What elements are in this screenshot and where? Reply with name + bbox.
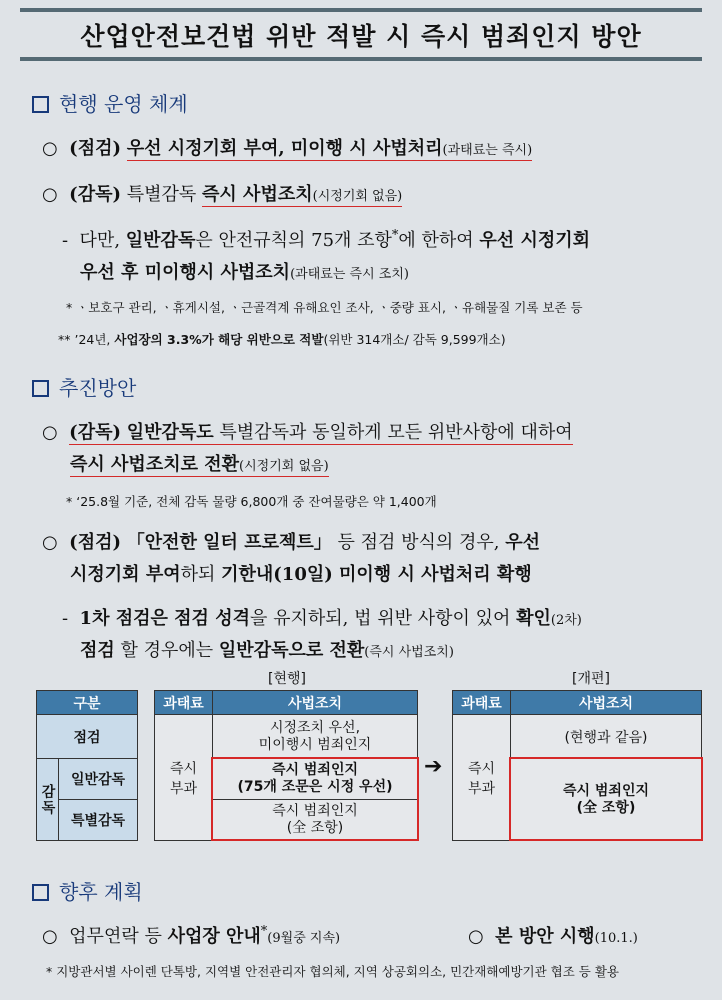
current-sub-line2	[80, 258, 409, 284]
header-judicial: 사법조치	[511, 691, 702, 715]
text: 특별감독과 동일하게 모든 위반사항에 대하여	[219, 422, 573, 443]
plan-sub-line1	[62, 604, 582, 630]
text-small: (10.1.)	[594, 931, 638, 946]
group-supervision: 감독	[37, 759, 59, 841]
cell-supervision-action: 즉시 범죄인지 (全 조항)	[511, 759, 702, 841]
circle-bullet-icon: ○	[42, 422, 58, 443]
text-bold: 1차 점검은 점검 성격	[79, 608, 250, 629]
cell-fine-immediate: 즉시 부과	[453, 715, 511, 841]
text-bold: 일반감독도	[126, 422, 214, 443]
plan-item1-line1	[42, 418, 573, 444]
item-tag: (점검)	[69, 138, 121, 159]
section-title: 향후 계획	[59, 880, 143, 904]
footnote-mark: *	[391, 228, 399, 243]
checkbox-square-icon	[32, 380, 49, 397]
text: 에 한하여	[398, 230, 474, 251]
dash-bullet: -	[62, 230, 69, 251]
circle-bullet-icon: ○	[42, 184, 58, 205]
item-paren: (과태료는 즉시)	[442, 143, 533, 158]
item-plain: 특별감독	[126, 184, 197, 205]
item-main: 즉시 사법조치	[202, 184, 313, 205]
checkbox-square-icon	[32, 884, 49, 901]
cell-fine-immediate: 즉시 부과	[155, 715, 213, 841]
footnote-2	[58, 330, 506, 348]
section-heading-plan	[32, 372, 136, 401]
arrow-right-icon: ➔	[424, 754, 443, 779]
text: 등 점검 방식의 경우,	[337, 532, 500, 553]
header-category: 구분	[37, 691, 138, 715]
item-tag: (점검)	[69, 532, 121, 553]
section-title: 현행 운영 체계	[59, 92, 188, 116]
future-item1	[42, 922, 340, 948]
text-bold: 본 방안 시행	[495, 926, 595, 947]
text-small: (2차)	[550, 613, 582, 628]
current-item-supervision	[42, 180, 402, 206]
plan-item2-line1	[42, 528, 540, 554]
cell-inspection-action: 시정조치 우선, 미이행시 범죄인지	[213, 715, 418, 759]
text-bold: 「안전한 일터 프로젝트」	[126, 532, 332, 553]
item-tag: (감독)	[69, 184, 121, 205]
title-banner	[20, 8, 702, 61]
row-inspection: 점검	[37, 715, 138, 759]
footnote-1: * ㆍ보호구 관리, ㆍ휴게시설, ㆍ근골격계 유해요인 조사, ㆍ중량 표시, ㆍ유해물질 기록 보존 등	[66, 300, 583, 315]
header-fine: 과태료	[155, 691, 213, 715]
circle-bullet-icon: ○	[42, 138, 58, 159]
category-table	[36, 690, 138, 841]
text: 다만,	[79, 230, 121, 251]
checkbox-square-icon	[32, 96, 49, 113]
plan-sub-line2	[80, 636, 454, 662]
text: 업무연락 등	[69, 926, 162, 947]
header-fine: 과태료	[453, 691, 511, 715]
highlight-box-current	[211, 757, 419, 841]
text-small: (과태료는 즉시 조치)	[290, 267, 409, 282]
cell-special-action: 즉시 범죄인지 (全 조항)	[213, 800, 418, 841]
text-bold: 일반감독으로 전환	[218, 640, 365, 661]
item-paren: (시정기회 없음)	[312, 189, 403, 204]
item-main: 우선 시정기회 부여, 미이행 시 사법처리	[126, 138, 443, 159]
footnote-4: * 지방관서별 사이렌 단톡방, 지역별 안전관리자 협의체, 지역 상공회의소, 민간재해예방기관 협조 등 활용	[46, 964, 620, 979]
caption-current: [현행]	[268, 671, 306, 687]
dash-bullet: -	[62, 608, 69, 629]
current-sub-line1	[62, 226, 590, 252]
circle-bullet-icon: ○	[42, 926, 58, 947]
row-special-supervision: 특별감독	[59, 800, 138, 841]
footnote-3: * ‘25.8월 기준, 전체 감독 물량 6,800개 중 잔여물량은 약 1,400개	[66, 494, 437, 509]
header-judicial: 사법조치	[213, 691, 418, 715]
section-heading-current	[32, 88, 188, 117]
text: 을 유지하되, 법 위반 사항이 있어	[249, 608, 511, 629]
text-bold: 우선 후 미이행시 사법조치	[80, 262, 291, 283]
text-bold: 확인	[516, 608, 551, 629]
text: (위반 314개소/ 감독 9,599개소)	[323, 332, 506, 347]
text-small: (즉시 사법조치)	[364, 645, 454, 660]
text-bold: 점검	[80, 640, 115, 661]
caption-revised: [개편]	[572, 671, 610, 687]
text-bold: 즉시 사법조치로 전환	[70, 454, 240, 475]
text-bold: 일반감독	[125, 230, 196, 251]
section-title: 추진방안	[59, 376, 137, 400]
circle-bullet-icon: ○	[42, 532, 58, 553]
text-bold: 우선	[505, 532, 540, 553]
text-bold: 우선 시정기회	[479, 230, 591, 251]
cell-general-action: 즉시 범죄인지 (75개 조문은 시정 우선)	[213, 759, 418, 800]
footnote-mark: *	[260, 924, 268, 939]
text: 하되	[180, 564, 216, 585]
section-heading-future	[32, 876, 143, 905]
current-item-inspection	[42, 134, 532, 160]
text-small: (시정기회 없음)	[239, 459, 329, 474]
text: ** ’24년,	[58, 332, 111, 347]
page-title: 산업안전보건법 위반 적발 시 즉시 범죄인지 방안	[80, 22, 642, 51]
row-general-supervision: 일반감독	[59, 759, 138, 800]
plan-item2-line2	[70, 560, 532, 586]
text: 은 안전규칙의 75개 조항	[195, 230, 392, 251]
plan-item1-line2	[70, 450, 329, 476]
item-tag: (감독)	[69, 422, 121, 443]
text-bold: 시정기회 부여	[70, 564, 181, 585]
circle-bullet-icon: ○	[468, 926, 484, 947]
text-bold: 사업장의 3.3%가 해당 위반으로 적발	[114, 332, 324, 347]
highlight-box-revised	[509, 757, 703, 841]
text: 할 경우에는	[120, 640, 214, 661]
text-bold: 사업장 안내	[167, 926, 261, 947]
future-item2	[468, 922, 638, 948]
cell-inspection-action: (현행과 같음)	[511, 715, 702, 759]
text-bold: 기한내(10일) 미이행 시 사법처리 확행	[221, 564, 532, 585]
text-small: (9월중 지속)	[267, 931, 341, 946]
